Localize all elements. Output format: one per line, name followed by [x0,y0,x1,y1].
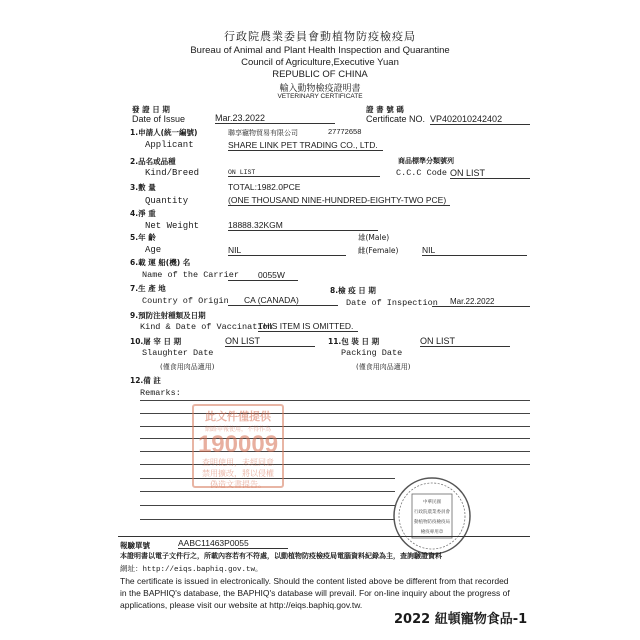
ref-value: AABC11463P0055 [178,538,288,549]
remarks-en-label: Remarks: [140,388,181,398]
watermark-stamp [192,404,284,488]
zh-notice-line1: 本證明書以電子文件行之，所載內容若有不符處，以動植物防疫檢疫局電腦資料紀錄為主，查詢驗證資料 [120,552,442,560]
seal-line1: 中華民國 [423,500,441,505]
applicant-value: SHARE LINK PET TRADING CO., LTD. [228,140,383,151]
certificate-zh-title: 輸入動物檢疫證明書 [279,84,361,94]
quantity-en-label: Quantity [145,196,189,206]
applicant-zh-value: 聯享寵物貿易有限公司 [228,129,298,137]
ccc-zh-label: 商品標準分類號列 [398,157,454,165]
remark-line [140,519,395,520]
age-value: NIL [228,245,346,256]
origin-en-label: Country of Origin [142,296,229,306]
ref-zh-label: 報驗單號 [120,541,150,550]
applicant-zh-label: 1.申請人(統一編號) [130,128,198,137]
quantity-zh-label: 3.數 量 [130,183,156,192]
applicant-id-value: 27772658 [328,127,362,136]
origin-value: CA (CANADA) [228,295,338,306]
ccc-en-label: C.C.C Code [396,168,448,178]
certificate-en-title: VETERINARY CERTIFICATE [277,93,363,100]
weight-zh-label: 4.淨 重 [130,209,156,218]
issue-date-value: Mar.23.2022 [215,113,335,124]
seal-line3: 動植物防疫檢疫局 [414,520,450,525]
issue-date-zh-label: 發 證 日 期 [132,105,170,114]
stamp-line3: 查明使用，未經同意 [202,458,274,467]
age-zh-label: 5.年 齡 [130,233,156,242]
remark-line [140,505,395,506]
agency-zh-title: 行政院農業委員會動植物防疫檢疫局 [224,30,416,43]
ccc-value: ON LIST [450,168,530,179]
en-notice-line3: applications, please visit our website at http://eiqs.baphiq.gov.tw. [120,600,363,610]
remark-line [140,400,530,401]
cert-no-en-label: Certificate NO. [366,114,426,124]
footer-divider [118,536,530,537]
vaccination-value: THIS ITEM IS OMITTED. [258,321,358,332]
vaccination-en-label: Kind & Date of Vaccination [140,322,273,332]
country-name: REPUBLIC OF CHINA [272,69,368,80]
kind-en-label: Kind/Breed [145,168,200,178]
slaughter-note: (僅食用肉品適用) [160,363,215,371]
official-seal [392,476,472,556]
stamp-line5: 偽造文書提告。 [210,480,266,489]
packing-note: (僅食用肉品適用) [356,363,411,371]
cert-no-value: VP402010242402 [430,114,530,125]
slaughter-value: ON LIST [225,336,315,347]
kind-value: ON LIST [228,169,380,177]
female-label: 雌(Female) [358,246,399,255]
seal-line2: 行政院農業委員會 [414,510,450,515]
slaughter-en-label: Slaughter Date [142,348,214,358]
weight-en-label: Net Weight [145,221,200,231]
cert-no-zh-label: 證 書 號 碼 [366,105,404,114]
vaccination-zh-label: 9.預防注射種類及日期 [130,311,206,320]
quantity-total-value: TOTAL:1982.0PCE [228,182,301,192]
female-value: NIL [422,245,527,256]
applicant-en-label: Applicant [145,140,194,150]
kind-zh-label: 2.品名或品種 [130,157,176,166]
packing-en-label: Packing Date [341,348,403,358]
quantity-words-value: (ONE THOUSAND NINE-HUNDRED-EIGHTY-TWO PCE) [228,195,450,206]
en-notice-line1: The certificate is issued in electronically. Should the content listed above be different from that recorded [120,576,509,586]
stamp-line4: 禁用擴改，將以侵權 [202,469,274,478]
stamp-code: 190009 [197,431,279,458]
seal-line4: 檢疫專用章 [420,530,444,535]
agency-en-title: Bureau of Animal and Plant Health Inspection and Quarantine [190,45,450,56]
slaughter-zh-label: 10.屠 宰 日 期 [130,337,182,346]
inspection-value: Mar.22.2022 [432,297,530,307]
remarks-zh-label: 12.備 註 [130,376,161,385]
inspection-en-label: Date of Inspection [346,298,438,308]
inspection-zh-label: 8.檢 疫 日 期 [330,286,376,295]
male-label: 雄(Male) [358,233,390,242]
remark-line [140,491,395,492]
packing-zh-label: 11.包 裝 日 期 [328,337,380,346]
document-caption: 2022 紐頓寵物食品-1 [394,612,528,627]
carrier-value: 0055W [228,270,298,281]
stamp-line1: 此文件僅提供 [205,410,271,423]
carrier-zh-label: 6.載 運 船(機) 名 [130,258,191,267]
origin-zh-label: 7.生 產 地 [130,284,166,293]
stamp-line2: 網路申報使用，不得作為 [204,426,271,433]
issue-date-en-label: Date of Issue [132,114,186,124]
council-name: Council of Agriculture,Executive Yuan [241,57,399,68]
zh-notice-line2: 網址：http://eiqs.baphiq.gov.tw。 [120,566,263,574]
en-notice-line2: in the BAPHIQ's database, the BAPHIQ's database will prevail. For on-line inquiry about the progress of [120,588,510,598]
weight-value: 18888.32KGM [228,220,378,231]
packing-value: ON LIST [420,336,510,347]
age-en-label: Age [145,245,162,255]
carrier-en-label: Name of the Carrier [142,270,239,280]
